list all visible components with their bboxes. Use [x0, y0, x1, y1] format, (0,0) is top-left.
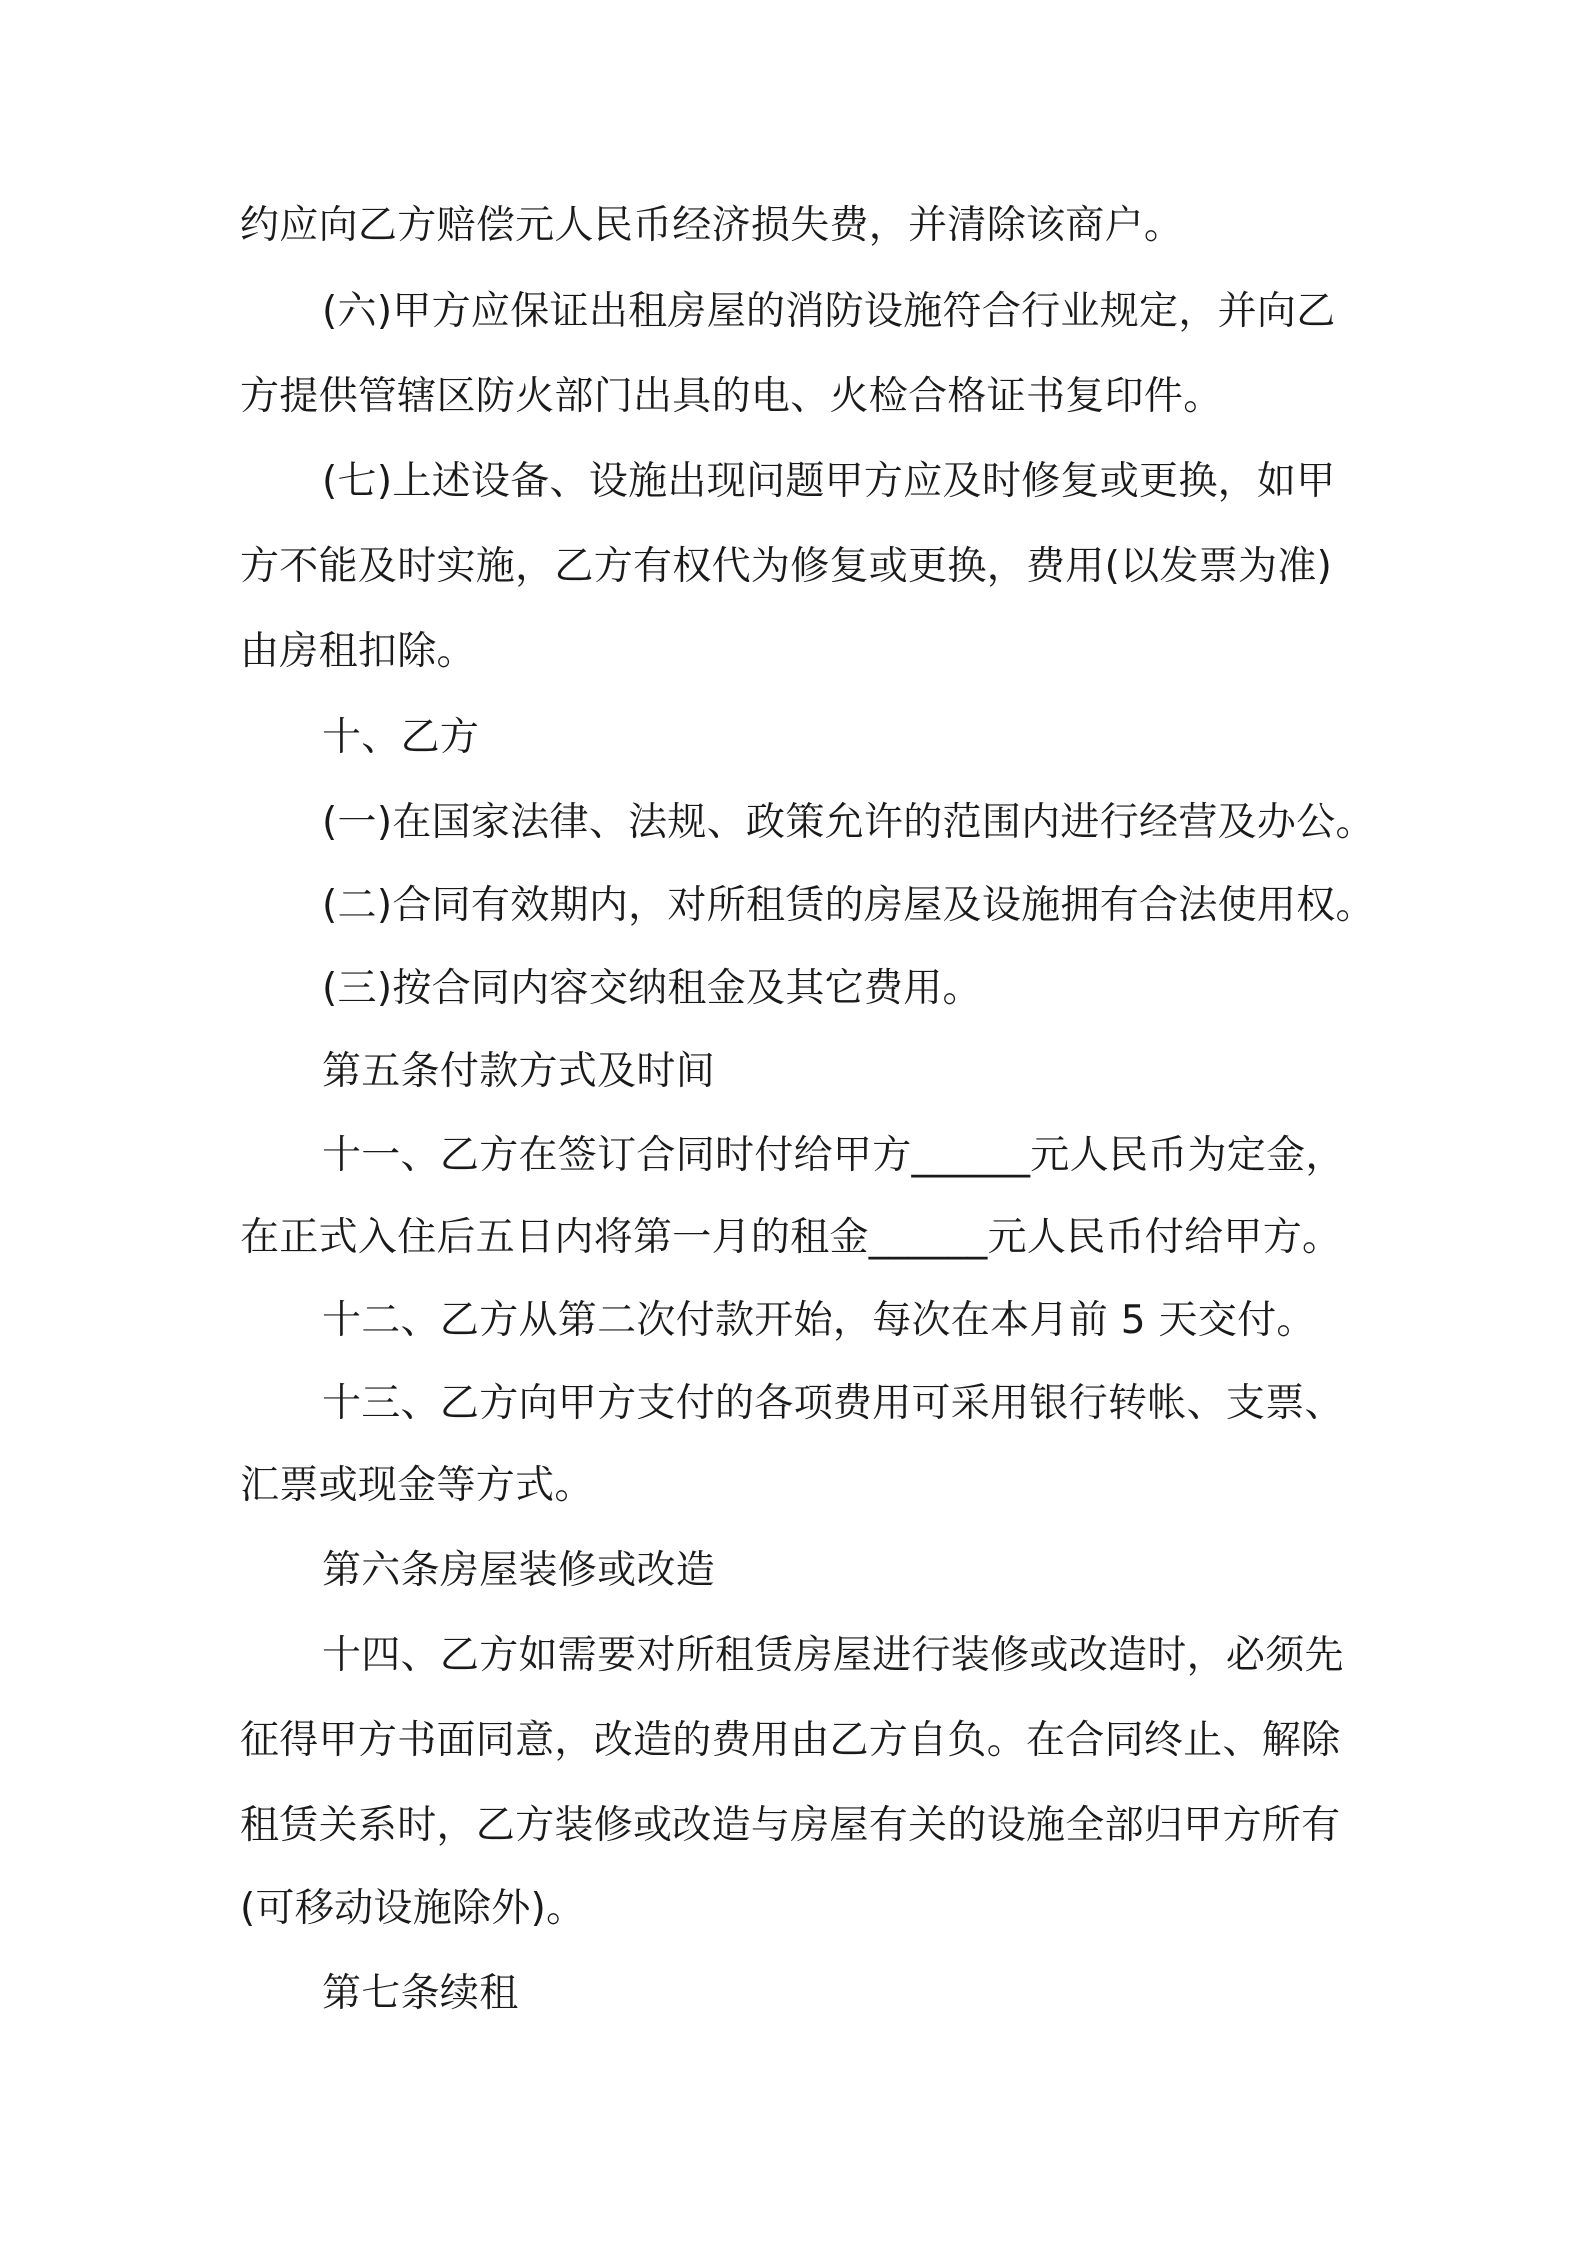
text-line: 十一、乙方在签订合同时付给甲方______元人民币为定金，	[322, 1133, 1345, 1178]
text-line: (一)在国家法律、法规、政策允许的范围内进行经营及办公。	[322, 800, 1375, 845]
text-line: 十二、乙方从第二次付款开始，每次在本月前 5 天交付。	[322, 1298, 1316, 1343]
text-line: 方不能及时实施，乙方有权代为修复或更换，费用(以发票为准)	[240, 544, 1333, 589]
text-line: 约应向乙方赔偿元人民币经济损失费，并清除该商户。	[240, 203, 1184, 248]
text-line: (七)上述设备、设施出现问题甲方应及时修复或更换，如甲	[322, 459, 1336, 504]
text-line: 在正式入住后五日内将第一月的租金______元人民币付给甲方。	[240, 1215, 1342, 1260]
article-heading: 第五条付款方式及时间	[322, 1049, 716, 1094]
article-heading: 第六条房屋装修或改造	[322, 1548, 716, 1593]
text-line: 十三、乙方向甲方支付的各项费用可采用银行转帐、支票、	[322, 1381, 1344, 1426]
text-line: 方提供管辖区防火部门出具的电、火检合格证书复印件。	[240, 374, 1223, 419]
text-line: 征得甲方书面同意，改造的费用由乙方自负。在合同终止、解除	[240, 1718, 1341, 1763]
section-heading: 十、乙方	[322, 715, 480, 760]
text-line: 汇票或现金等方式。	[240, 1463, 594, 1508]
text-line: (可移动设施除外)。	[240, 1886, 586, 1931]
text-line: (二)合同有效期内，对所租赁的房屋及设施拥有合法使用权。	[322, 883, 1375, 928]
text-line: (三)按合同内容交纳租金及其它费用。	[322, 966, 982, 1011]
text-line: 由房租扣除。	[240, 629, 476, 674]
text-line: 租赁关系时，乙方装修或改造与房屋有关的设施全部归甲方所有	[240, 1803, 1341, 1848]
text-line: (六)甲方应保证出租房屋的消防设施符合行业规定，并向乙	[322, 289, 1336, 334]
article-heading: 第七条续租	[322, 1971, 519, 2016]
text-line: 十四、乙方如需要对所租赁房屋进行装修或改造时，必须先	[322, 1633, 1344, 1678]
